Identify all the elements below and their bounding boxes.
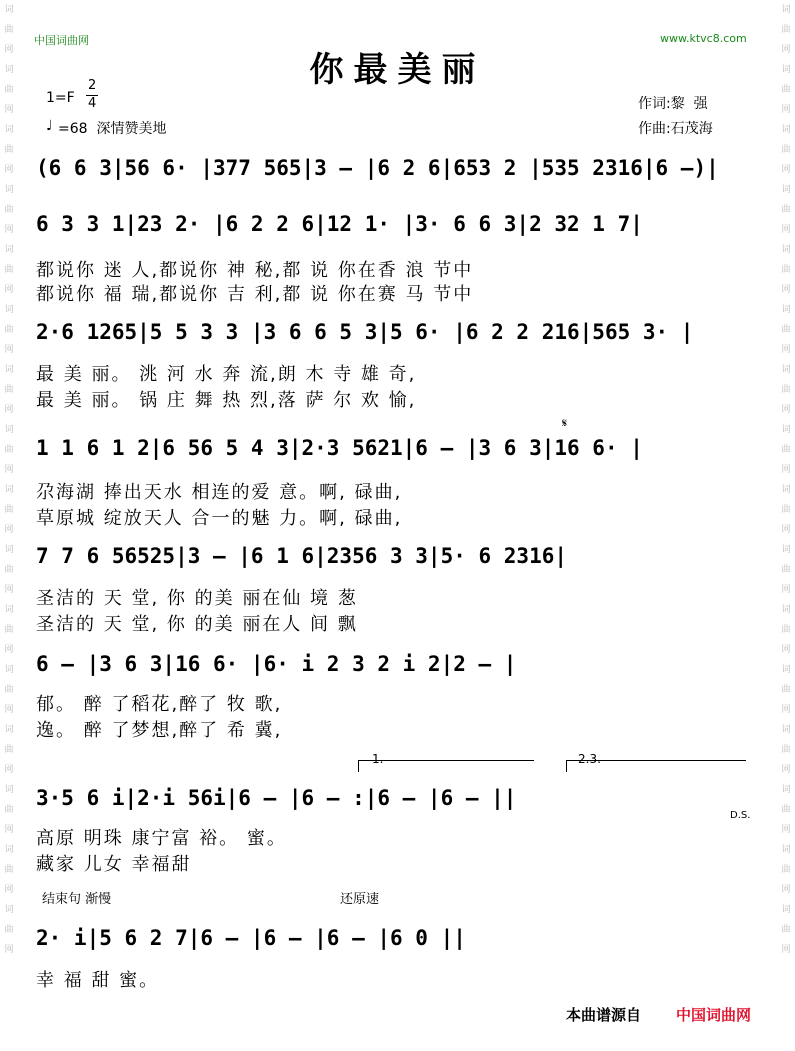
score-system-3-lyric-verse1: 最 美 丽。 洮 河 水 奔 流,朗 木 寺 雄 奇, xyxy=(36,364,417,385)
time-signature-bottom: 4 xyxy=(88,96,97,111)
volta-1-label: 1. xyxy=(372,752,384,766)
a-tempo-label: 还原速 xyxy=(340,892,380,907)
composer-credit: 作曲:石茂海 xyxy=(638,121,713,137)
footer-source-label: 本曲谱源自 xyxy=(566,1006,642,1024)
footer-source-brand: 中国词曲网 xyxy=(676,1006,752,1024)
score-system-4-notes: 1 1 6 1 2|6 56 5 4 3|2·3 5621|6 – |3 6 3|16 6· | xyxy=(36,436,643,460)
score-system-4-lyric-verse2: 草原城 绽放天人 合一的魅 力。啊, 碌曲, xyxy=(36,508,403,529)
score-system-2-notes: 6 3 3 1|23 2· |6 2 2 6|12 1· |3· 6 6 3|2 32 1 7| xyxy=(36,212,643,236)
score-system-7-notes: 3·5 6 i|2·i 56i|6 – |6 – :|6 – |6 – || xyxy=(36,786,517,810)
time-signature-top: 2 xyxy=(88,78,97,93)
score-system-4-lyric-verse1: 尕海湖 捧出天水 相连的爱 意。啊, 碌曲, xyxy=(36,482,403,503)
score-system-2-lyric-verse1: 都说你 迷 人,都说你 神 秘,都 说 你在香 浪 节中 xyxy=(36,260,474,281)
score-system-6-lyric-verse1: 郁。 醉 了稻花,醉了 牧 歌, xyxy=(36,694,283,715)
score-system-8-notes: 2· i|5 6 2 7|6 – |6 – |6 – |6 0 || xyxy=(36,926,466,950)
score-system-7-lyric-verse1: 高原 明珠 康宁富 裕。 蜜。 xyxy=(36,828,287,849)
score-system-1-notes: (6 6 3|56 6· |377 565|3 – |6 2 6|653 2 |535 2316|6 –)| xyxy=(36,156,719,180)
lyricist-credit: 作词:黎 强 xyxy=(638,96,708,112)
score-system-3-lyric-verse2: 最 美 丽。 锅 庄 舞 热 烈,落 萨 尔 欢 愉, xyxy=(36,390,417,411)
volta-1-bracket xyxy=(358,760,534,761)
key-signature: 1=F xyxy=(46,90,75,106)
dal-segno-marking: D.S. xyxy=(730,810,751,821)
volta-2-bracket-start xyxy=(566,760,567,772)
segno-icon: 𝄋 xyxy=(562,416,568,430)
score-system-3-notes: 2·6 1265|5 5 3 3 |3 6 6 5 3|5 6· |6 2 2 216|565 3· | xyxy=(36,320,694,344)
score-system-2-lyric-verse2: 都说你 福 瑞,都说你 吉 利,都 说 你在赛 马 节中 xyxy=(36,284,474,305)
score-system-5-notes: 7 7 6 56525|3 – |6 1 6|2356 3 3|5· 6 2316| xyxy=(36,544,568,568)
site-name-left: 中国词曲网 xyxy=(34,34,89,47)
ending-tempo-label: 结束句 渐慢 xyxy=(42,892,112,907)
score-system-5-lyric-verse2: 圣洁的 天 堂, 你 的美 丽在人 间 飘 xyxy=(36,614,358,635)
score-system-8-lyric: 幸 福 甜 蜜。 xyxy=(36,970,160,991)
side-watermark-left: 词曲网词曲网词曲网词曲网词曲网词曲网词曲网词曲网词曲网词曲网词曲网词曲网词曲网词曲网词曲网词曲网 xyxy=(4,5,14,955)
site-url-right: www.ktvc8.com xyxy=(660,32,747,45)
score-system-6-lyric-verse2: 逸。 醉 了梦想,醉了 希 冀, xyxy=(36,720,283,741)
score-system-5-lyric-verse1: 圣洁的 天 堂, 你 的美 丽在仙 境 葱 xyxy=(36,588,358,609)
score-system-7-lyric-verse2: 藏家 儿女 幸福甜 xyxy=(36,854,192,875)
volta-1-bracket-start xyxy=(358,760,359,772)
tempo-marking: =68 深情赞美地 xyxy=(58,121,167,137)
score-system-6-notes: 6 – |3 6 3|16 6· |6· i 2 3 2 i 2|2 – | xyxy=(36,652,517,676)
quarter-note-icon: ♩ xyxy=(46,118,53,134)
song-title: 你最美丽 xyxy=(309,50,486,90)
side-watermark-right: 词曲网词曲网词曲网词曲网词曲网词曲网词曲网词曲网词曲网词曲网词曲网词曲网词曲网词曲网词曲网词曲网 xyxy=(781,5,791,955)
volta-2-label: 2.3. xyxy=(578,752,601,766)
